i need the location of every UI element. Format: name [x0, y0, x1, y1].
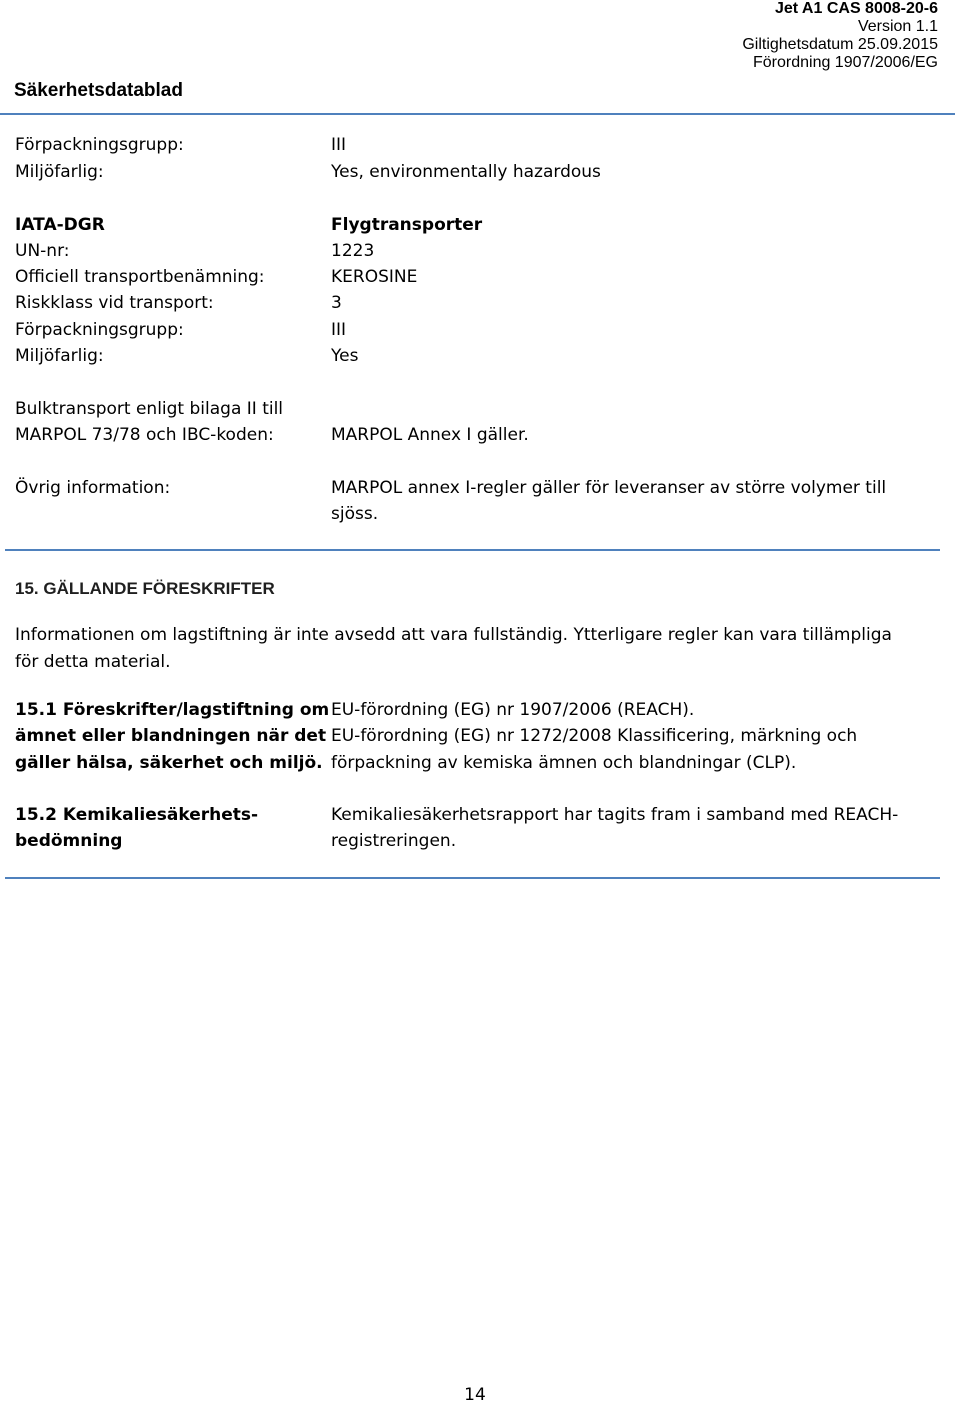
- regulation-label: Förordning 1907/2006/EG: [752, 54, 938, 71]
- other-info-value-line2: sjöss.: [331, 504, 379, 524]
- document-title: Säkerhetsdatablad: [14, 80, 183, 101]
- environment-hazard-label: Miljöfarlig:: [15, 162, 104, 182]
- sub-15-1-value-line1: EU-förordning (EG) nr 1907/2006 (REACH).: [331, 700, 695, 720]
- product-identifier: Jet A1 CAS 8008-20-6: [774, 0, 938, 17]
- header-divider: [0, 113, 955, 115]
- sub-15-1-label-line1: 15.1 Föreskrifter/lagstiftning om: [15, 700, 330, 720]
- hazard-class-value: 3: [331, 293, 342, 313]
- validity-date: Giltighetsdatum 25.09.2015: [742, 36, 938, 53]
- iata-packing-group-label: Förpackningsgrupp:: [15, 320, 184, 340]
- sub-15-2-value-line1: Kemikaliesäkerhetsrapport har tagits fram i samband med REACH-: [331, 805, 899, 825]
- shipping-name-label: Officiell transportbenämning:: [15, 267, 265, 287]
- iata-packing-group-value: III: [331, 320, 347, 340]
- iata-heading-label: IATA-DGR: [15, 215, 105, 235]
- section-15-intro-line2: för detta material.: [15, 652, 171, 672]
- bulk-transport-label-line1: Bulktransport enligt bilaga II till: [15, 399, 284, 419]
- packing-group-value: III: [331, 135, 347, 155]
- shipping-name-value: KEROSINE: [331, 267, 418, 287]
- other-info-label: Övrig information:: [15, 478, 171, 498]
- sub-15-2-label-line2: bedömning: [15, 831, 123, 851]
- sub-15-1-value-line2: EU-förordning (EG) nr 1272/2008 Klassificering, märkning och: [331, 726, 858, 746]
- bulk-transport-value: MARPOL Annex I gäller.: [331, 425, 529, 445]
- sub-15-1-value-line3: förpackning av kemiska ämnen och blandningar (CLP).: [331, 753, 797, 773]
- sub-15-2-value-line2: registreringen.: [331, 831, 457, 851]
- sub-15-2-label-line1: 15.2 Kemikaliesäkerhets-: [15, 805, 259, 825]
- iata-environment-label: Miljöfarlig:: [15, 346, 104, 366]
- page-number: 14: [464, 1385, 486, 1405]
- hazard-class-label: Riskklass vid transport:: [15, 293, 214, 313]
- environment-hazard-value: Yes, environmentally hazardous: [331, 162, 601, 182]
- un-number-value: 1223: [331, 241, 375, 261]
- packing-group-label: Förpackningsgrupp:: [15, 135, 184, 155]
- document-header-meta: [742, 0, 938, 72]
- iata-heading-value: Flygtransporter: [331, 215, 483, 235]
- section-15-end-divider: [5, 877, 940, 879]
- sub-15-1-label-line3: gäller hälsa, säkerhet och miljö.: [15, 753, 323, 773]
- section-15-title: 15. GÄLLANDE FÖRESKRIFTER: [15, 579, 275, 598]
- other-info-value-line1: MARPOL annex I-regler gäller för leveranser av större volymer till: [331, 478, 887, 498]
- un-number-label: UN-nr:: [15, 241, 70, 261]
- sub-15-1-label-line2: ämnet eller blandningen när det: [15, 726, 327, 746]
- iata-environment-value: Yes: [331, 346, 359, 366]
- version-label: Version 1.1: [857, 18, 938, 35]
- section-15-intro-line1: Informationen om lagstiftning är inte avsedd att vara fullständig. Ytterligare regler kan vara tillämpliga: [15, 625, 892, 645]
- bulk-transport-label-line2: MARPOL 73/78 och IBC-koden:: [15, 425, 274, 445]
- section-divider: [5, 549, 940, 551]
